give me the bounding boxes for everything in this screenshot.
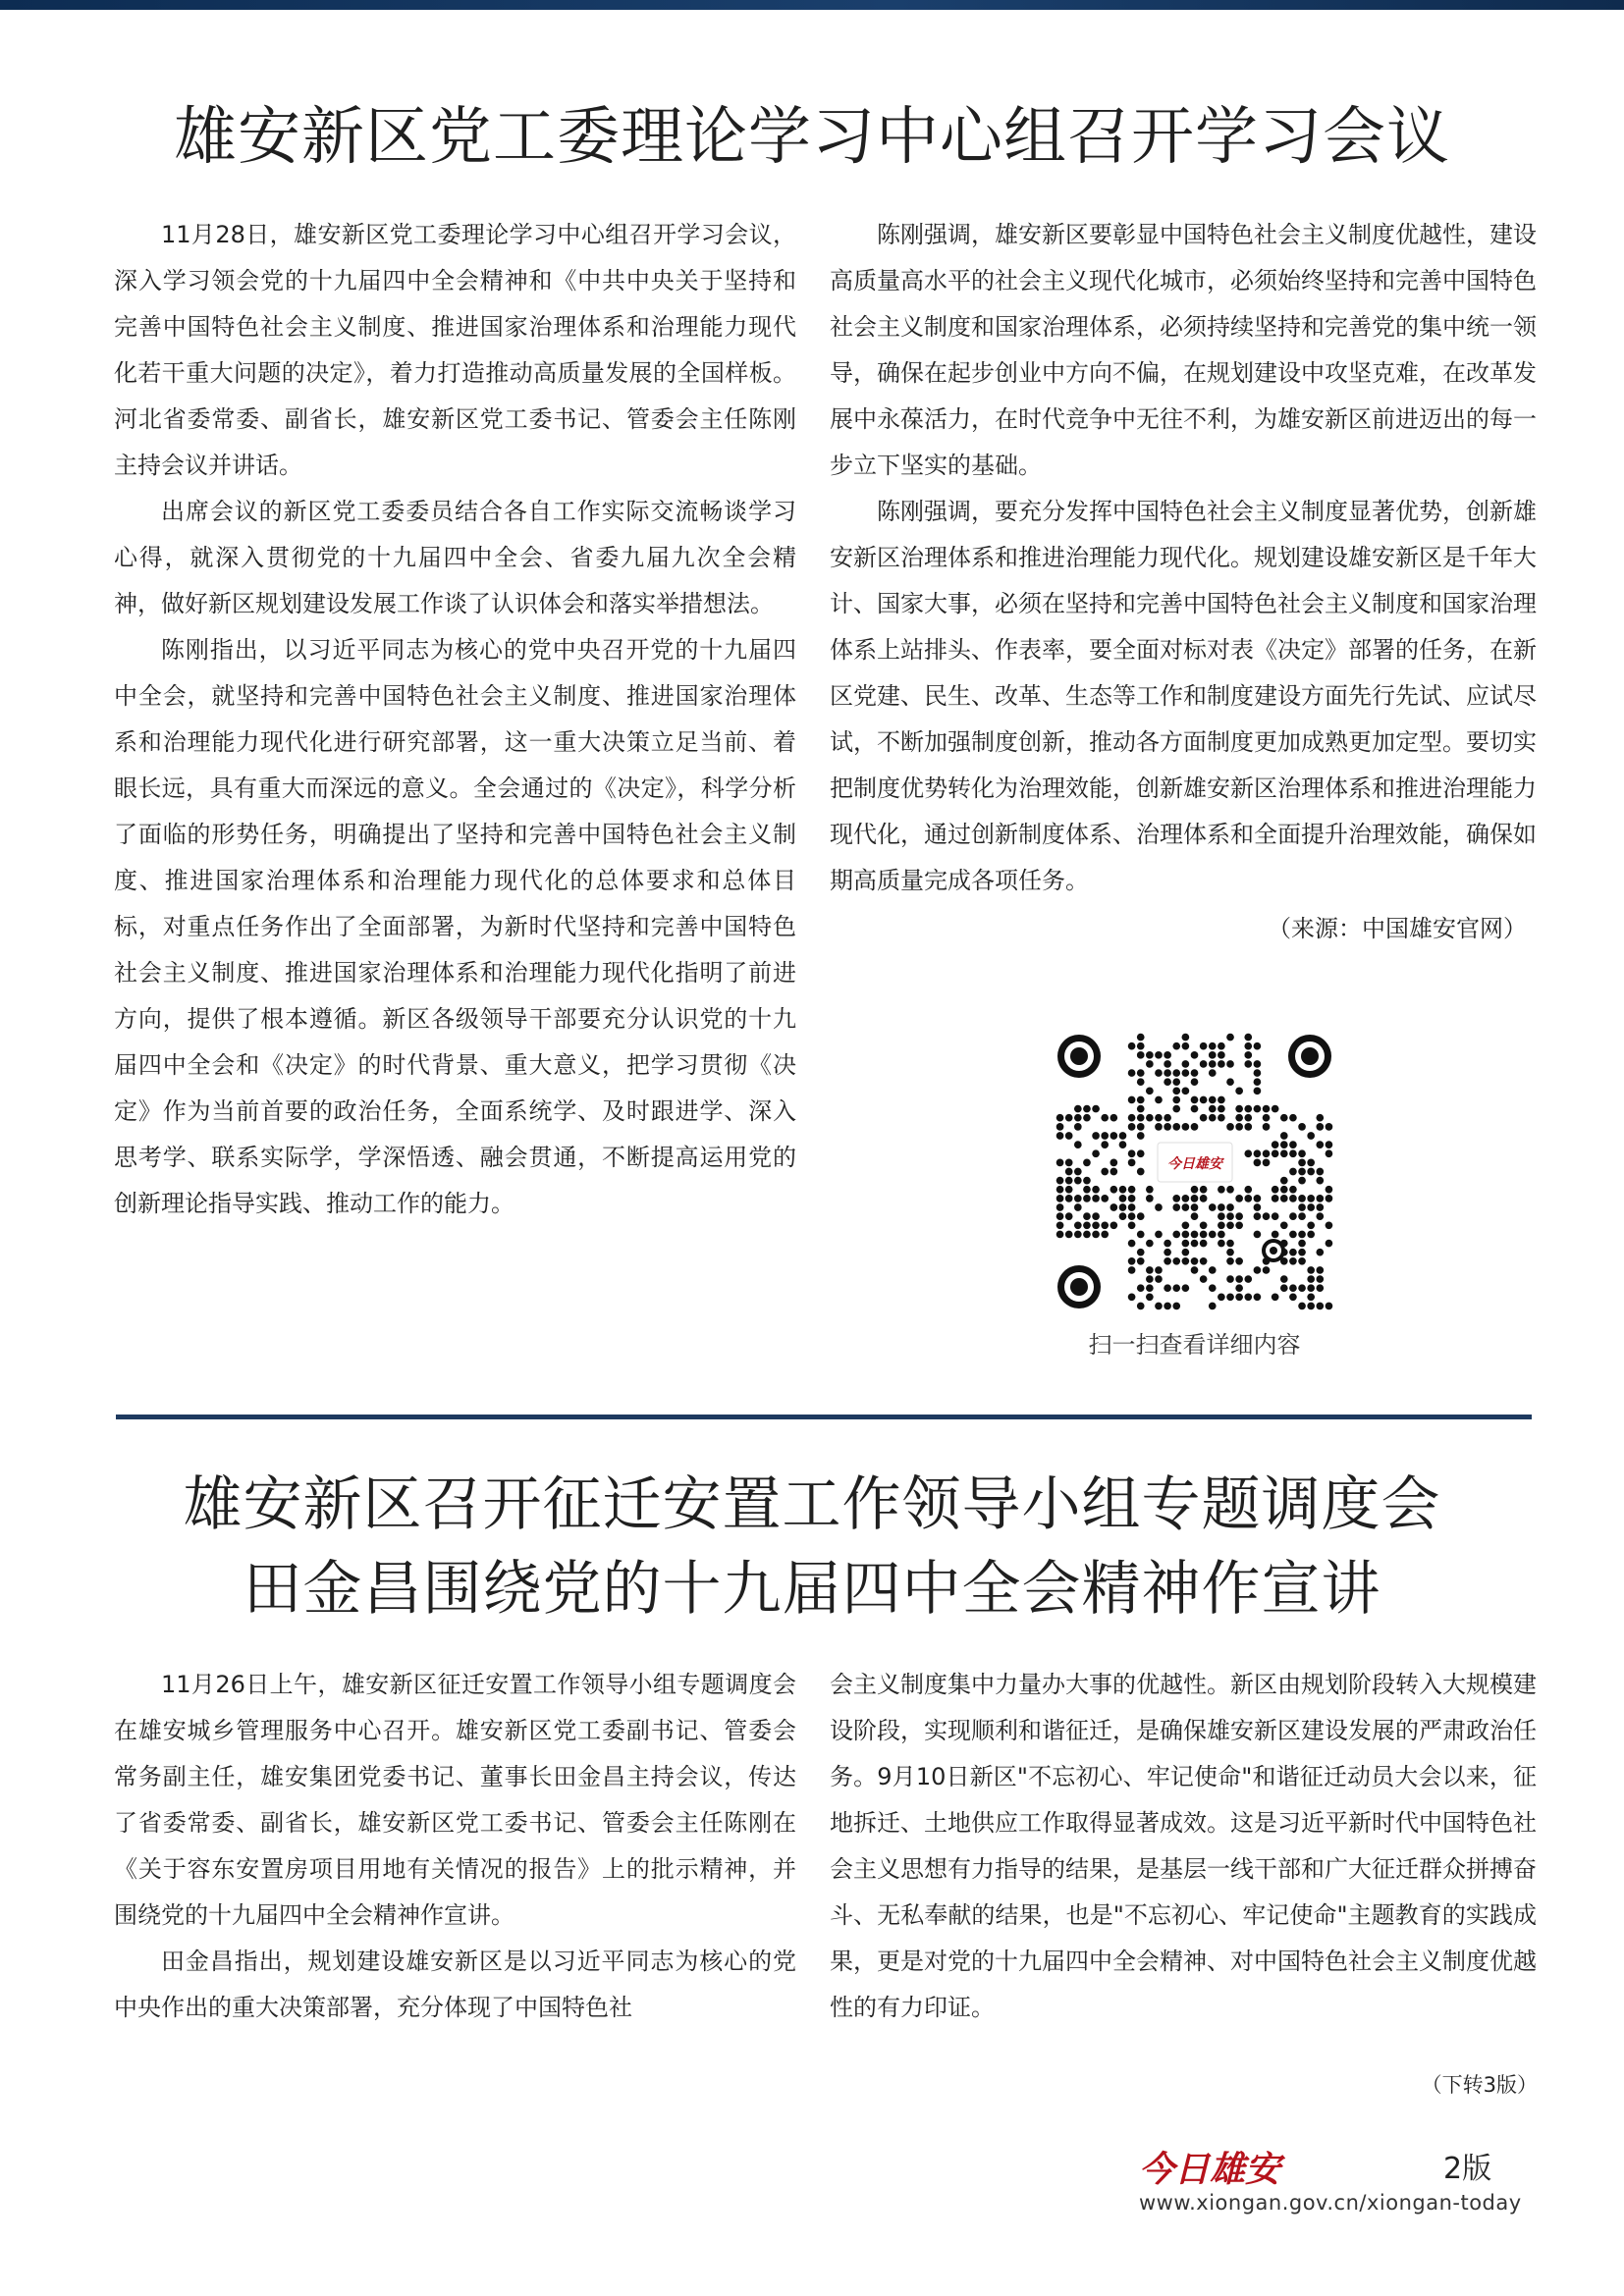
paragraph: 出席会议的新区党工委委员结合各自工作实际交流畅谈学习心得，就深入贯彻党的十九届四中全会、省委九届九次全会精神，做好新区规划建设发展工作谈了认识体会和落实举措想法。 (114, 498, 796, 617)
qr-finder-bottom-left (1057, 1265, 1101, 1308)
qr-caption: 扫一扫查看详细内容 (1088, 1331, 1301, 1359)
paragraph: 陈刚强调，要充分发挥中国特色社会主义制度显著优势，创新雄安新区治理体系和推进治理能力现代化。规划建设雄安新区是千年大计、国家大事，必须在坚持和完善中国特色社会主义制度和国家治理体系上站排头、作表率，要全面对标对表《决定》部署的任务，在新区党建、民生、改革、生态等工作和制度建设方面先行先试、应试尽试，不断加强制度创新，推动各方面制度更加成熟更加定型。要切实把制度优势转化为治理效能，创新雄安新区治理体系和推进治理能力现代化，通过创新制度体系、治理体系和全面提升治理效能，确保如期高质量完成各项任务。 (830, 498, 1537, 894)
article2-title-line2: 田金昌围绕党的十九届四中全会精神作宣讲 (243, 1555, 1381, 1624)
article1-left-column (114, 212, 796, 1227)
paragraph: 11月28日，雄安新区党工委理论学习中心组召开学习会议，深入学习领会党的十九届四中全会精神和《中共中央关于坚持和完善中国特色社会主义制度、推进国家治理体系和治理能力现代化若干重大问题的决定》，着力打造推动高质量发展的全国样板。河北省委常委、副省长，雄安新区党工委书记、管委会主任陈刚主持会议并讲话。 (114, 221, 796, 479)
continued-note: （下转3版） (1421, 2073, 1538, 2097)
article2-title-line1: 雄安新区召开征迁安置工作领导小组专题调度会 (183, 1470, 1441, 1539)
paragraph: 陈刚指出，以习近平同志为核心的党中央召开党的十九届四中全会，就坚持和完善中国特色社会主义制度、推进国家治理体系和治理能力现代化进行研究部署，这一重大决策立足当前、着眼长远，具有重大而深远的意义。全会通过的《决定》，科学分析了面临的形势任务，明确提出了坚持和完善中国特色社会主义制度、推进国家治理体系和治理能力现代化的总体要求和总体目标，对重点任务作出了全面部署，为新时代坚持和完善中国特色社会主义制度、推进国家治理体系和治理能力现代化指明了前进方向，提供了根本遵循。新区各级领导干部要充分认识党的十九届四中全会和《决定》的时代背景、重大意义，把学习贯彻《决定》作为当前首要的政治任务，全面系统学、及时跟进学、深入思考学、联系实际学，学深悟透、融会贯通，不断提高运用党的创新理论指导实践、推动工作的能力。 (114, 636, 796, 1217)
paragraph: 11月26日上午，雄安新区征迁安置工作领导小组专题调度会在雄安城乡管理服务中心召开。雄安新区党工委副书记、管委会常务副主任，雄安集团党委书记、董事长田金昌主持会议，传达了省委常委、副省长，雄安新区党工委书记、管委会主任陈刚在《关于容东安置房项目用地有关情况的报告》上的批示精神，并围绕党的十九届四中全会精神作宣讲。 (114, 1671, 796, 1929)
paragraph: 陈刚强调，雄安新区要彰显中国特色社会主义制度优越性，建设高质量高水平的社会主义现代化城市，必须始终坚持和完善中国特色社会主义制度和国家治理体系，必须持续坚持和完善党的集中统一领导，确保在起步创业中方向不偏，在规划建设中攻坚克难，在改革发展中永葆活力，在时代竞争中无往不利，为雄安新区前进迈出的每一步立下坚实的基础。 (830, 221, 1537, 479)
newspaper-logo: 今日雄安 (1139, 2149, 1281, 2190)
article2-title (0, 1463, 1624, 1631)
qr-alignment-mark (1262, 1239, 1285, 1262)
article1-right-column (830, 212, 1537, 952)
section-divider (116, 1415, 1532, 1419)
page-number: 2版 (1443, 2152, 1492, 2186)
qr-finder-top-right (1288, 1035, 1331, 1078)
qr-finder-top-left (1057, 1035, 1101, 1078)
qr-logo-text: 今日雄安 (1167, 1156, 1222, 1172)
article2-left-column (114, 1662, 796, 2031)
qr-code[interactable] (1056, 1033, 1333, 1310)
article2-right-column (830, 1662, 1537, 2031)
article-source: （来源：中国雄安官网） (1268, 915, 1527, 942)
paragraph: 会主义制度集中力量办大事的优越性。新区由规划阶段转入大规模建设阶段，实现顺利和谐征迁，是确保雄安新区建设发展的严肃政治任务。9月10日新区"不忘初心、牢记使命"和谐征迁动员大会以来，征地拆迁、土地供应工作取得显著成效。这是习近平新时代中国特色社会主义思想有力指导的结果，是基层一线干部和广大征迁群众拼搏奋斗、无私奉献的结果，也是"不忘初心、牢记使命"主题教育的实践成果，更是对党的十九届四中全会精神、对中国特色社会主义制度优越性的有力印证。 (830, 1671, 1537, 2021)
paragraph: 田金昌指出，规划建设雄安新区是以习近平同志为核心的党中央作出的重大决策部署，充分体现了中国特色社 (114, 1948, 796, 2021)
article1-title: 雄安新区党工委理论学习中心组召开学习会议 (174, 101, 1450, 174)
top-color-bar (0, 0, 1624, 10)
website-url[interactable]: www.xiongan.gov.cn/xiongan-today (1139, 2191, 1522, 2215)
